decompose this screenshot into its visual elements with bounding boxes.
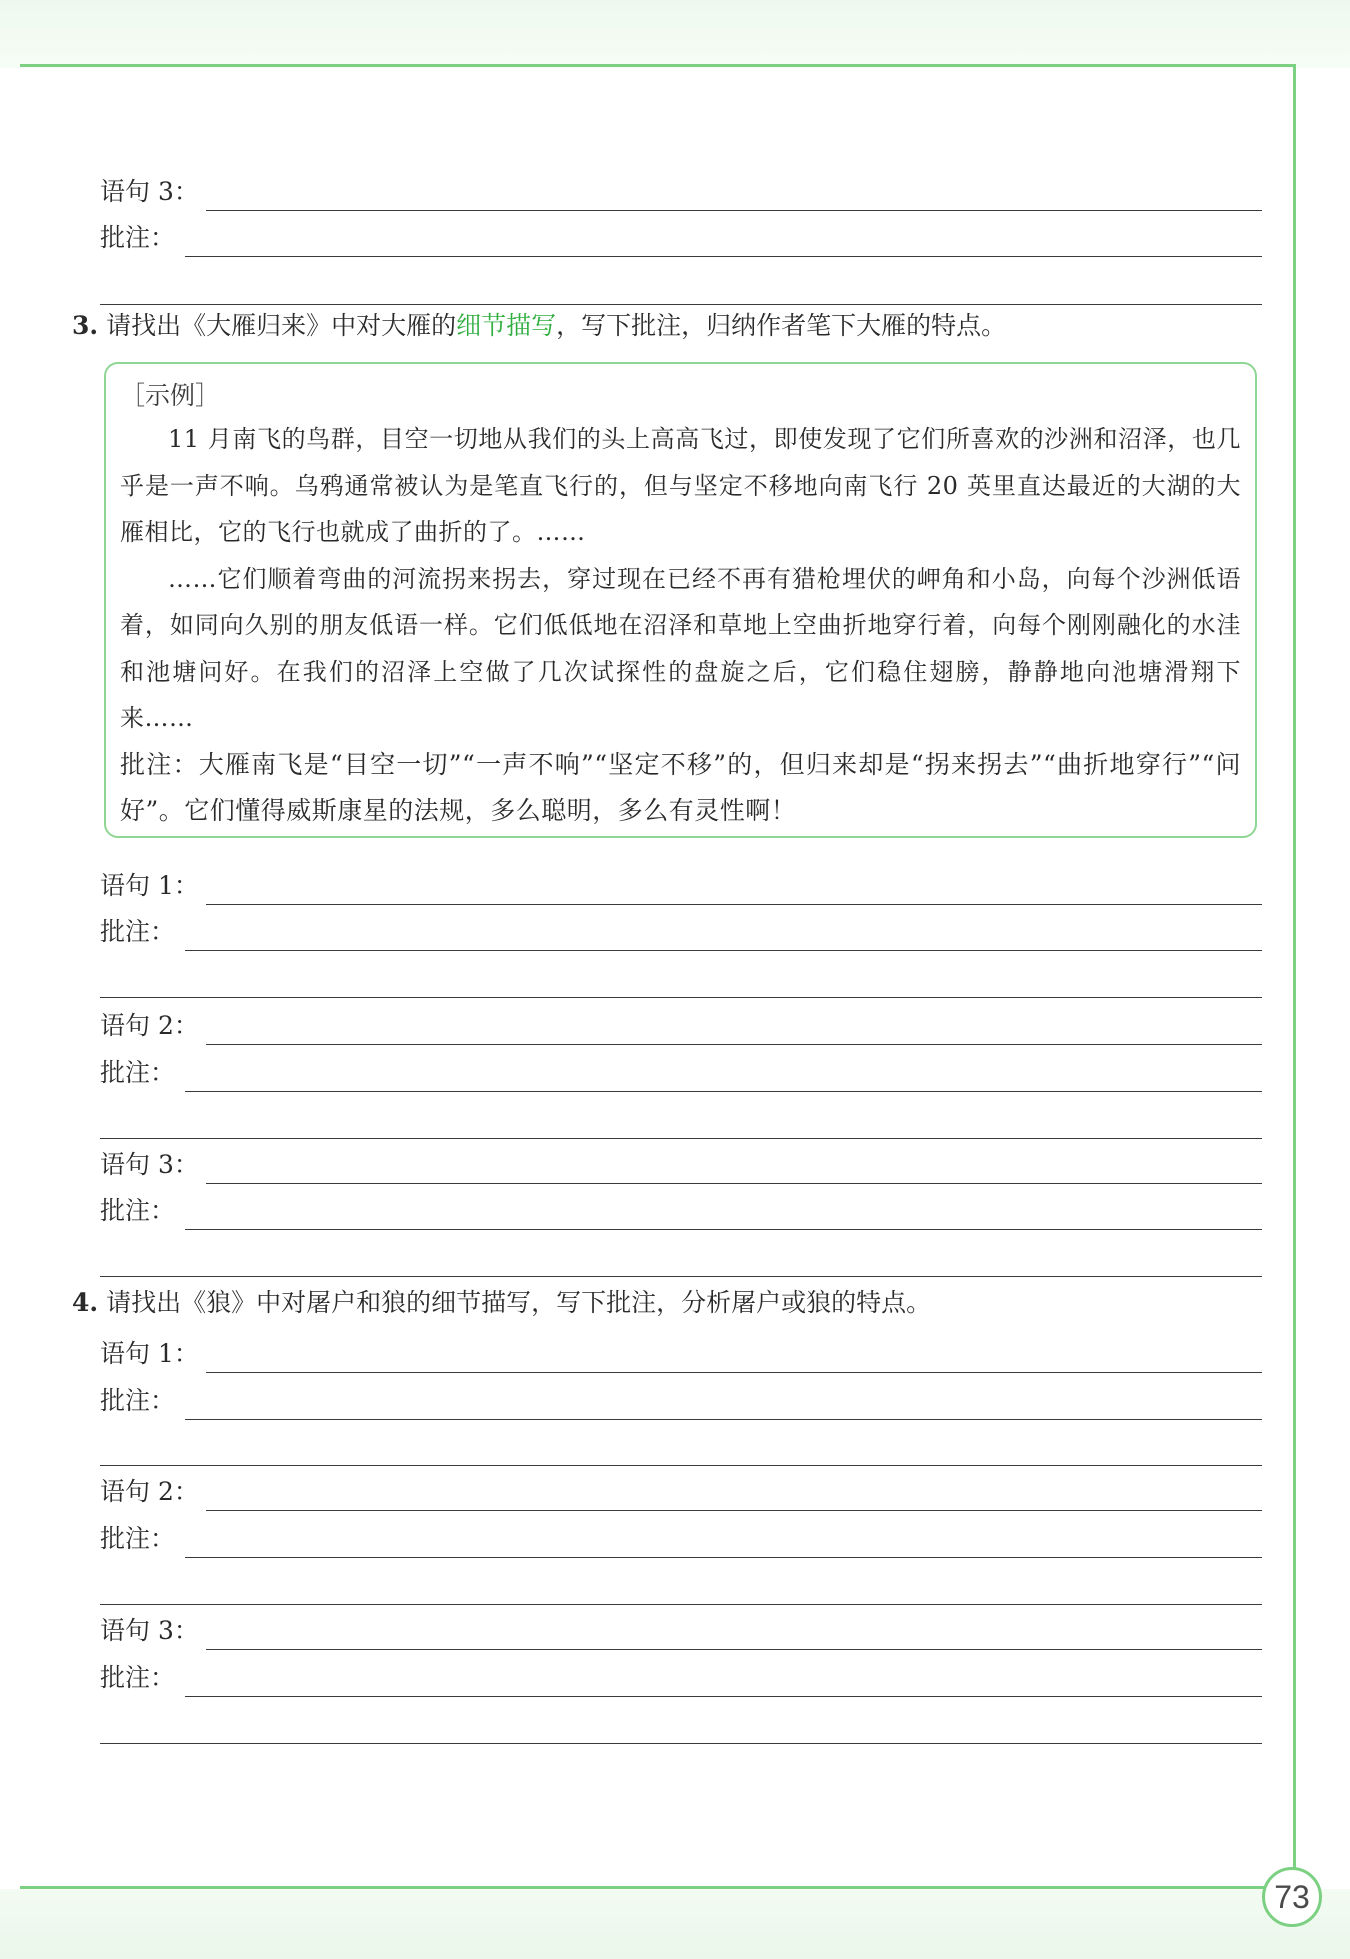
answer-line[interactable] — [100, 1604, 1262, 1605]
note-label: 批注： — [100, 1058, 176, 1087]
q3-note1-extra-row[interactable] — [100, 955, 1262, 1001]
question-4 — [72, 1283, 931, 1319]
answer-line[interactable] — [206, 1044, 1262, 1045]
answer-line[interactable] — [185, 1557, 1262, 1558]
q3-sentence3-row[interactable] — [100, 1141, 1262, 1187]
sentence-label: 语句 3： — [100, 177, 199, 206]
answer-line[interactable] — [185, 1419, 1262, 1420]
note-label: 批注： — [100, 917, 176, 946]
q4-sentence1-row[interactable] — [100, 1330, 1262, 1376]
q3-note3-row[interactable] — [100, 1187, 1262, 1233]
note-label: 批注： — [100, 1386, 176, 1415]
answer-line[interactable] — [185, 1229, 1262, 1230]
q3-note2-extra-row[interactable] — [100, 1096, 1262, 1142]
answer-line[interactable] — [206, 1183, 1262, 1184]
note-label: 批注： — [100, 1524, 176, 1553]
answer-line[interactable] — [100, 1276, 1262, 1277]
note-label: 批注： — [100, 1663, 176, 1692]
sentence-label: 语句 1： — [100, 1339, 199, 1368]
question-3 — [72, 306, 1006, 342]
page-number: 73 — [1262, 1867, 1322, 1927]
sentence-label: 语句 1： — [100, 871, 199, 900]
q4-sentence3-row[interactable] — [100, 1607, 1262, 1653]
example-paragraph-2: ……它们顺着弯曲的河流拐来拐去，穿过现在已经不再有猎枪埋伏的岬角和小岛，向每个沙洲低语着，如同向久别的朋友低语一样。它们低低地在沼泽和草地上空曲折地穿行着，向每个刚刚融化的水洼和池塘问好。在我们的沼泽上空做了几次试探性的盘旋之后，它们稳住翅膀，静静地向池塘滑翔下来…… — [120, 564, 1241, 732]
top-band — [0, 0, 1350, 68]
highlight-term: 细节描写 — [456, 311, 557, 340]
q2-note3-row[interactable] — [100, 214, 1262, 260]
answer-line[interactable] — [206, 1372, 1262, 1373]
q3-sentence2-row[interactable] — [100, 1002, 1262, 1048]
example-tag: ［示例］ — [120, 381, 221, 410]
answer-line[interactable] — [100, 1743, 1262, 1744]
answer-line[interactable] — [185, 1091, 1262, 1092]
answer-line[interactable] — [206, 1510, 1262, 1511]
answer-line[interactable] — [185, 256, 1262, 257]
frame-top-border — [20, 64, 1296, 67]
bottom-band — [0, 1889, 1350, 1959]
q3-note3-extra-row[interactable] — [100, 1234, 1262, 1280]
answer-line[interactable] — [100, 997, 1262, 998]
q2-sentence3-row[interactable] — [100, 168, 1262, 214]
sentence-label: 语句 2： — [100, 1477, 199, 1506]
answer-line[interactable] — [206, 210, 1262, 211]
answer-line[interactable] — [206, 1649, 1262, 1650]
q4-note3-row[interactable] — [100, 1654, 1262, 1700]
q3-note2-row[interactable] — [100, 1049, 1262, 1095]
frame-bottom-border — [20, 1886, 1290, 1889]
q3-note1-row[interactable] — [100, 908, 1262, 954]
question-number: 3. — [72, 311, 99, 340]
question-text: 请找出《大雁归来》中对大雁的 — [106, 311, 457, 340]
answer-line[interactable] — [206, 904, 1262, 905]
q4-note2-extra-row[interactable] — [100, 1562, 1262, 1608]
answer-line[interactable] — [100, 1465, 1262, 1466]
example-note: 批注：大雁南飞是“目空一切”“一声不响”“坚定不移”的，但归来却是“拐来拐去”“曲折地穿行”“问好”。它们懂得威斯康星的法规，多么聪明，多么有灵性啊！ — [120, 749, 1241, 825]
frame-right-border — [1293, 64, 1296, 1888]
sentence-label: 语句 2： — [100, 1011, 199, 1040]
question-text: 请找出《狼》中对屠户和狼的细节描写，写下批注，分析屠户或狼的特点。 — [106, 1288, 932, 1317]
answer-line[interactable] — [185, 950, 1262, 951]
answer-line[interactable] — [100, 1138, 1262, 1139]
sentence-label: 语句 3： — [100, 1150, 199, 1179]
q4-note1-row[interactable] — [100, 1377, 1262, 1423]
q4-note1-extra-row[interactable] — [100, 1423, 1262, 1469]
note-label: 批注： — [100, 1196, 176, 1225]
q4-note3-extra-row[interactable] — [100, 1701, 1262, 1747]
note-label: 批注： — [100, 223, 176, 252]
q3-sentence1-row[interactable] — [100, 862, 1262, 908]
q4-sentence2-row[interactable] — [100, 1468, 1262, 1514]
sentence-label: 语句 3： — [100, 1616, 199, 1645]
example-paragraph-1: 11 月南飞的鸟群，目空一切地从我们的头上高高飞过，即使发现了它们所喜欢的沙洲和沼泽，也几乎是一声不响。乌鸦通常被认为是笔直飞行的，但与坚定不移地向南飞行 20 英里直达最近的大湖的大雁相比，它的飞行也就成了曲折的了。…… — [120, 425, 1241, 546]
answer-line[interactable] — [100, 304, 1262, 305]
question-number: 4. — [72, 1288, 99, 1317]
example-box — [104, 362, 1257, 838]
question-text-end: ，写下批注，归纳作者笔下大雁的特点。 — [556, 311, 1007, 340]
q4-note2-row[interactable] — [100, 1515, 1262, 1561]
q2-note3-extra-row[interactable] — [100, 262, 1262, 308]
answer-line[interactable] — [185, 1696, 1262, 1697]
